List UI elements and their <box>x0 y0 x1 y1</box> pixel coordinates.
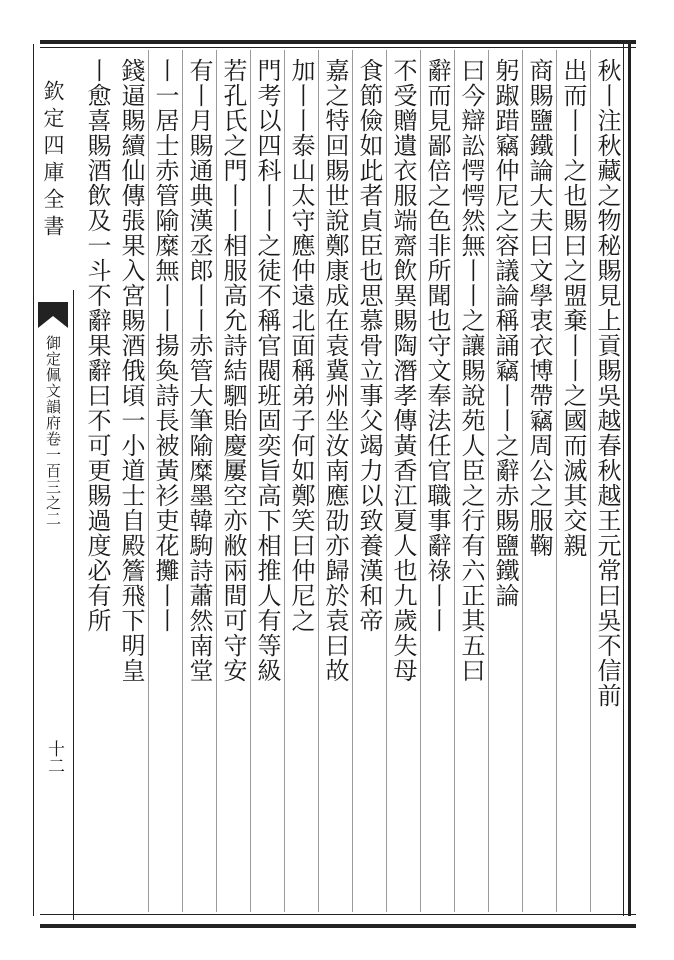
text-column-13: 有丨月賜通典漢丞郎丨丨赤管大筆隃糜墨韓駒詩蕭然南堂 <box>185 58 213 683</box>
text-column-5: 曰今辯訟愕愕然無丨丨之讓賜說苑人臣之行有六正其五曰 <box>457 58 485 683</box>
text-column-16: 丨愈喜賜酒飲及一斗不辭果辭曰不可更賜過度必有所 <box>83 58 111 633</box>
text-column-8: 食節儉如此者貞臣也思慕骨立事父竭力以致養漢和帝 <box>355 58 383 633</box>
volume-label: 御定佩文韻府卷一百三之二 <box>44 335 62 527</box>
text-column-3: 商賜鹽鐵論大夫曰文學衷衣博帶竊周公之服鞠 <box>525 58 553 558</box>
text-column-6: 辭而見鄙倍之色非所聞也守文奉法任官職事辭祿丨丨 <box>423 58 451 633</box>
right-border-rule-inner <box>623 44 624 916</box>
text-column-4: 躬踧踖竊仲尼之容議論稱誦竊丨丨之辭赤賜鹽鐵論 <box>491 58 519 608</box>
text-column-15: 錢逼賜續仙傳張果入宮賜酒俄頃一小道士自殿簷飛下明皇 <box>117 58 145 683</box>
text-column-11: 門考以四科丨丨之徒不稱官閥班固奕旨高下相推人有等級 <box>253 58 281 683</box>
text-column-12: 若孔氏之門丨丨相服高允詩結駟貽慶屢空亦敝兩間可守安 <box>219 58 247 683</box>
page-number: 十二 <box>44 740 64 774</box>
book-title: 欽定四庫全書 <box>41 80 65 242</box>
text-column-14: 丨一居士赤管隃糜無丨丨揚奐詩長被黃衫吏花攤丨丨 <box>151 58 179 633</box>
text-column-10: 加丨丨泰山太守應仲遠北面稱弟子何如鄭笑曰仲尼之 <box>287 58 315 633</box>
right-border-rule <box>628 44 631 916</box>
text-column-1: 秋丨注秋藏之物秘賜見上貢賜吳越春秋越王元常曰吳不信前 <box>593 58 621 708</box>
text-column-7: 不受贈遺衣服端齋飲異賜陶潛孝傳黃香江夏人也九歲失母 <box>389 58 417 683</box>
text-column-9: 嘉之特回賜世說鄭康成在袁冀州坐汝南應劭亦歸於袁曰故 <box>321 58 349 683</box>
left-border-rule <box>33 44 34 916</box>
text-column-2: 出而丨丨之也賜曰之盟棄丨丨之國而滅其交親 <box>559 58 587 558</box>
